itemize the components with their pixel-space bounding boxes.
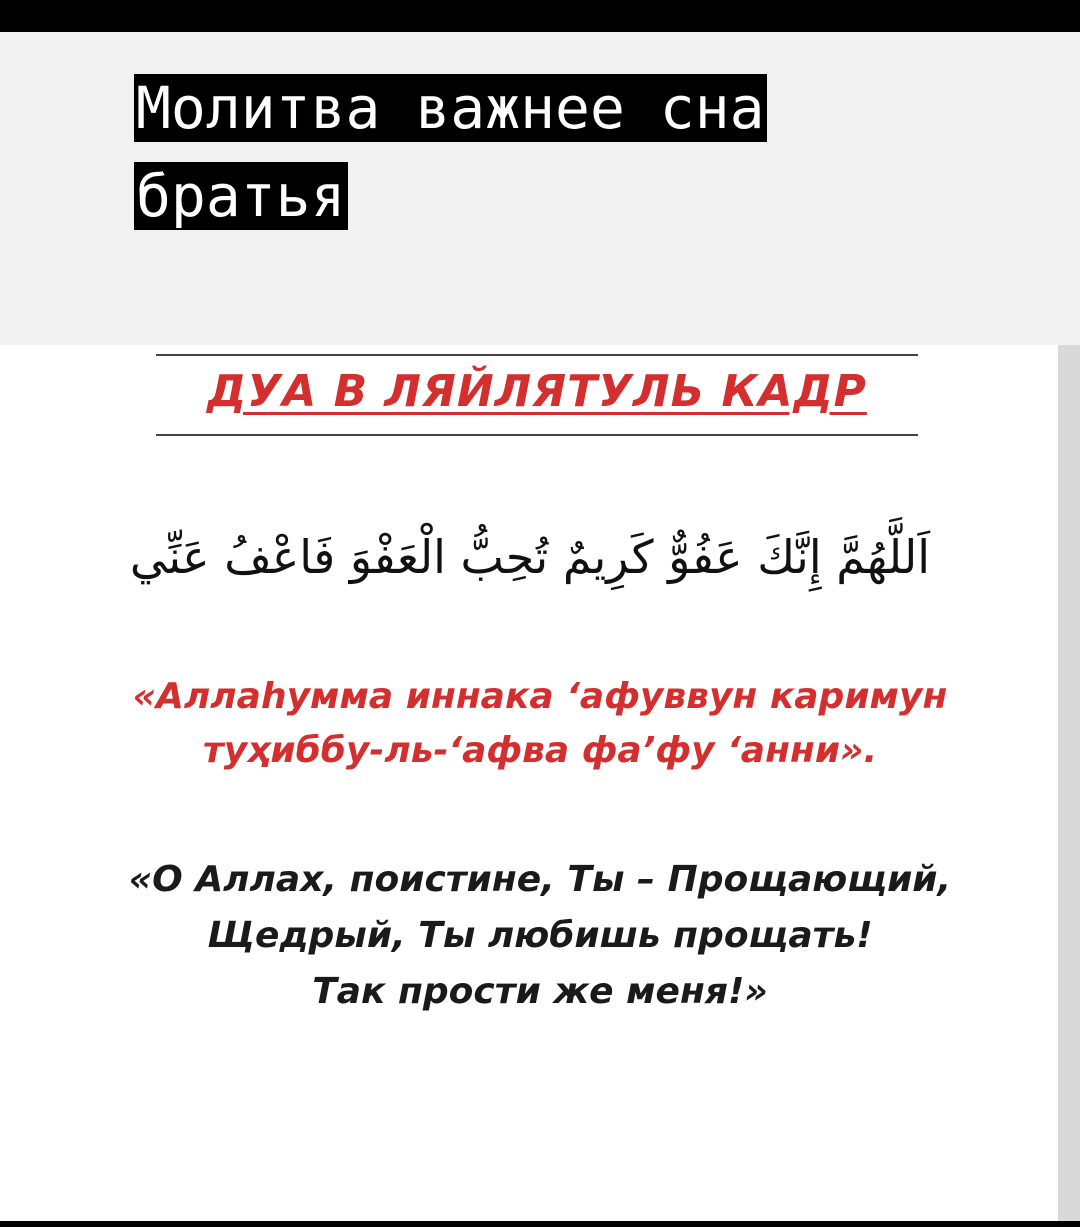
card-edge-strip [1058, 345, 1080, 1221]
transliteration-block [40, 670, 1040, 778]
arabic-dua-text: اَللَّهُمَّ إِنَّكَ عَفُوٌّ كَرِيمٌ تُحِبُّ الْعَفْوَ فَاعْفُ عَنِّي [129, 530, 931, 584]
story-caption [134, 64, 974, 240]
transliteration-line-1: «Аллаhумма иннака ‘афуввун каримун [132, 676, 948, 717]
caption-line-2: братья [136, 162, 346, 230]
translation-line-2: Щедрый, Ты любишь прощать! [207, 915, 873, 956]
dua-title-frame [156, 354, 918, 436]
translation-line-1: «О Аллах, поистине, Ты – Прощающий, [128, 859, 952, 900]
transliteration-line-2: туҳиббу-ль-‘афва фа’фу ‘анни». [202, 730, 878, 771]
translation-line-3: Так прости же меня!» [312, 971, 768, 1012]
dua-title: ДУА В ЛЯЙЛЯТУЛЬ КАДР [207, 366, 867, 417]
caption-line-1: Молитва важнее сна [136, 74, 765, 142]
bottom-black-line [0, 1221, 1080, 1227]
dua-card [0, 345, 1058, 1221]
translation-block [40, 852, 1040, 1020]
top-black-bar [0, 0, 1080, 32]
